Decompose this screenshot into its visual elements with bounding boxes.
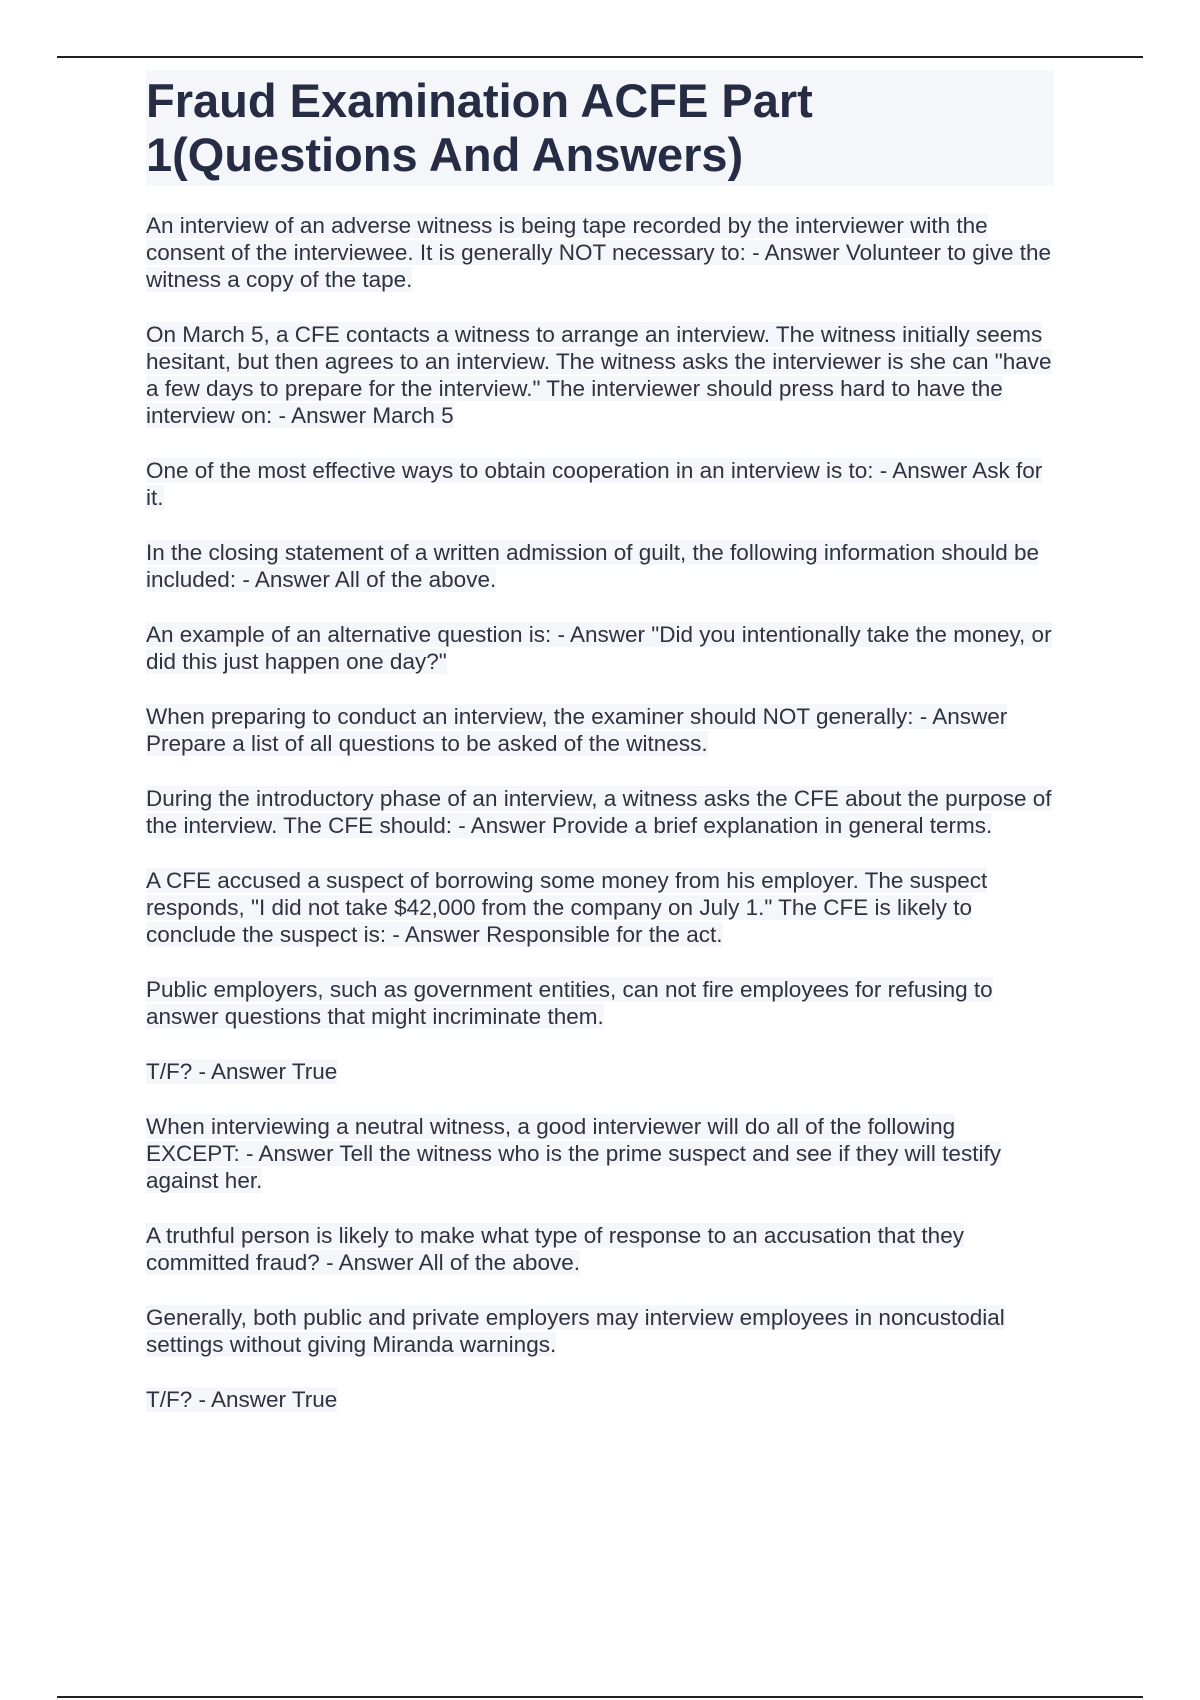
page-title (146, 70, 1054, 186)
qa-entry-10-text: T/F? - Answer True (146, 1059, 338, 1084)
qa-list (146, 212, 1054, 1413)
qa-entry-2 (146, 321, 1054, 429)
document-body (146, 70, 1054, 1441)
title-line-1: Fraud Examination ACFE Part (146, 74, 813, 127)
qa-entry-9-text: Public employers, such as government entities, can not fire employees for refusing to answer questions that might incriminate them. (146, 977, 993, 1029)
qa-entry-4-text: In the closing statement of a written admission of guilt, the following information should be included: - Answer All of the above. (146, 540, 1039, 592)
qa-entry-7 (146, 785, 1054, 839)
qa-entry-5-text: An example of an alternative question is: - Answer "Did you intentionally take the money, or did this just happen one day?" (146, 622, 1052, 674)
qa-entry-1-text: An interview of an adverse witness is being tape recorded by the interviewer with the consent of the interviewee. It is generally NOT necessary to: - Answer Volunteer to give the witness a copy of the tape. (146, 213, 1052, 292)
qa-entry-13 (146, 1304, 1054, 1358)
qa-entry-2-text: On March 5, a CFE contacts a witness to arrange an interview. The witness initially seems hesitant, but then agrees to an interview. The witness asks the interviewer is she can "have a few days to prepare for the interview." The interviewer should press hard to have the interview on: - Answer March 5 (146, 322, 1052, 428)
title-line-2: 1(Questions And Answers) (146, 128, 744, 181)
qa-entry-10 (146, 1058, 1054, 1085)
qa-entry-13-text: Generally, both public and private employers may interview employees in noncustodial settings without giving Miranda warnings. (146, 1305, 1005, 1357)
top-rule (57, 56, 1143, 58)
qa-entry-7-text: During the introductory phase of an interview, a witness asks the CFE about the purpose of the interview. The CFE should: - Answer Provide a brief explanation in general terms. (146, 786, 1052, 838)
qa-entry-6 (146, 703, 1054, 757)
qa-entry-5 (146, 621, 1054, 675)
qa-entry-1 (146, 212, 1054, 293)
qa-entry-6-text: When preparing to conduct an interview, the examiner should NOT generally: - Answer Prepare a list of all questions to be asked of the witness. (146, 704, 1008, 756)
bottom-rule (57, 1696, 1143, 1698)
qa-entry-4 (146, 539, 1054, 593)
qa-entry-8-text: A CFE accused a suspect of borrowing some money from his employer. The suspect responds, "I did not take $42,000 from the company on July 1." The CFE is likely to conclude the suspect is: - Answer Responsible for the act. (146, 868, 988, 947)
qa-entry-12 (146, 1222, 1054, 1276)
qa-entry-11-text: When interviewing a neutral witness, a good interviewer will do all of the following EXCEPT: - Answer Tell the witness who is the prime suspect and see if they will testify against her. (146, 1114, 1001, 1193)
qa-entry-14-text: T/F? - Answer True (146, 1387, 338, 1412)
qa-entry-14 (146, 1386, 1054, 1413)
qa-entry-9 (146, 976, 1054, 1030)
qa-entry-8 (146, 867, 1054, 948)
qa-entry-3-text: One of the most effective ways to obtain cooperation in an interview is to: - Answer Ask for it. (146, 458, 1043, 510)
qa-entry-3 (146, 457, 1054, 511)
qa-entry-11 (146, 1113, 1054, 1194)
qa-entry-12-text: A truthful person is likely to make what type of response to an accusation that they committed fraud? - Answer All of the above. (146, 1223, 964, 1275)
